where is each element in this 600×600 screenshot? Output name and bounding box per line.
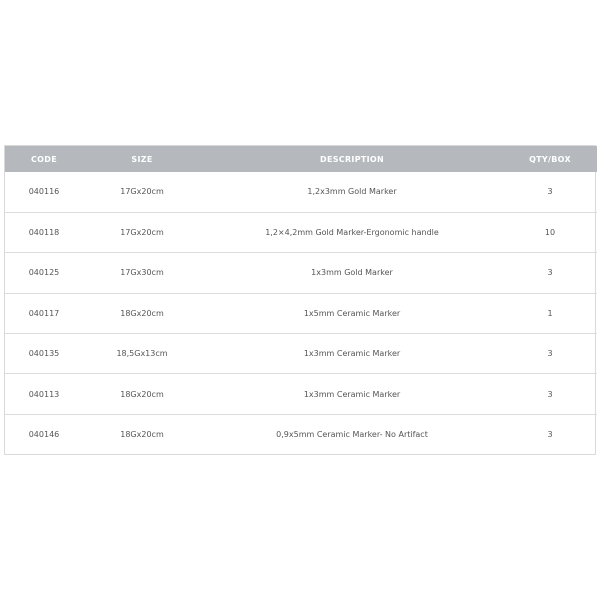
cell-size: 17Gx30cm: [83, 253, 201, 293]
cell-qty: 1: [503, 293, 597, 333]
table-row: [5, 172, 597, 212]
table-row: [5, 334, 597, 374]
cell-description: 1x3mm Gold Marker: [201, 253, 503, 293]
cell-size: 18Gx20cm: [83, 414, 201, 454]
cell-code: 040116: [28, 187, 60, 197]
product-table-grid: [5, 146, 597, 455]
cell-qty: 3: [503, 334, 597, 374]
table-row: [5, 293, 597, 333]
cell-qty: 3: [547, 187, 553, 197]
header-description: DESCRIPTION: [320, 154, 384, 164]
cell-qty: 3: [503, 253, 597, 293]
cell-qty: 3: [503, 414, 597, 454]
cell-qty: 3: [503, 374, 597, 414]
table-row: [5, 253, 597, 293]
cell-description: 1x3mm Ceramic Marker: [201, 334, 503, 374]
table-header-row: [5, 146, 597, 172]
header-size: SIZE: [131, 154, 153, 164]
cell-code: 040117: [5, 293, 83, 333]
cell-size: 18Gx20cm: [83, 374, 201, 414]
cell-size: 17Gx20cm: [83, 212, 201, 252]
table-row: [5, 212, 597, 252]
cell-description: 1,2x3mm Gold Marker: [307, 187, 397, 197]
cell-description: 1x5mm Ceramic Marker: [201, 293, 503, 333]
cell-code: 040125: [5, 253, 83, 293]
cell-code: 040113: [5, 374, 83, 414]
table-body: [5, 172, 597, 455]
table-row: [5, 374, 597, 414]
header-qty-box: QTY/BOX: [529, 154, 571, 164]
cell-size: 18Gx20cm: [83, 293, 201, 333]
cell-code: 040118: [5, 212, 83, 252]
cell-code: 040146: [5, 414, 83, 454]
header-code: CODE: [31, 154, 57, 164]
table-row: [5, 414, 597, 454]
cell-description: 1,2×4,2mm Gold Marker-Ergonomic handle: [201, 212, 503, 252]
cell-size: 17Gx20cm: [120, 187, 164, 197]
cell-qty: 10: [503, 212, 597, 252]
table-header: [5, 146, 597, 172]
cell-size: 18,5Gx13cm: [83, 334, 201, 374]
cell-code: 040135: [5, 334, 83, 374]
cell-description: 0,9x5mm Ceramic Marker- No Artifact: [201, 414, 503, 454]
cell-description: 1x3mm Ceramic Marker: [201, 374, 503, 414]
product-table: [4, 145, 596, 455]
